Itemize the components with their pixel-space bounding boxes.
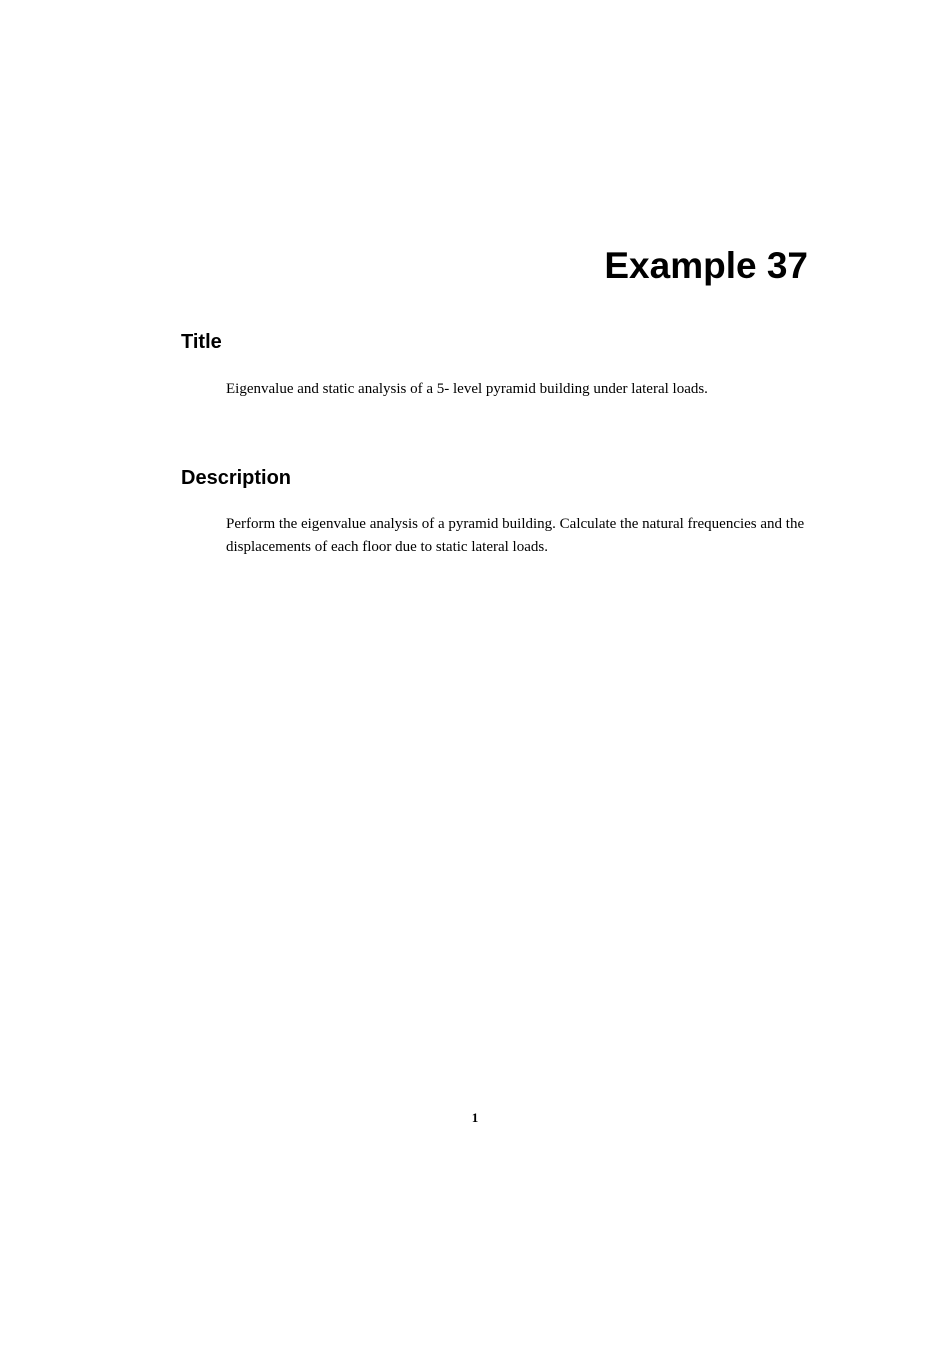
section-heading-title: Title (181, 331, 222, 353)
chapter-title: Example 37 (604, 245, 808, 286)
section-heading-description: Description (181, 467, 292, 489)
section-text-description: Perform the eigenvalue analysis of a pyramid building. Calculate the natural frequencies and the displacements of each floor due to static lateral loads. (226, 516, 805, 555)
page-number: 1 (471, 1110, 479, 1125)
section-text-title: Eigenvalue and static analysis of a 5- level pyramid building under lateral loads. (226, 381, 708, 397)
